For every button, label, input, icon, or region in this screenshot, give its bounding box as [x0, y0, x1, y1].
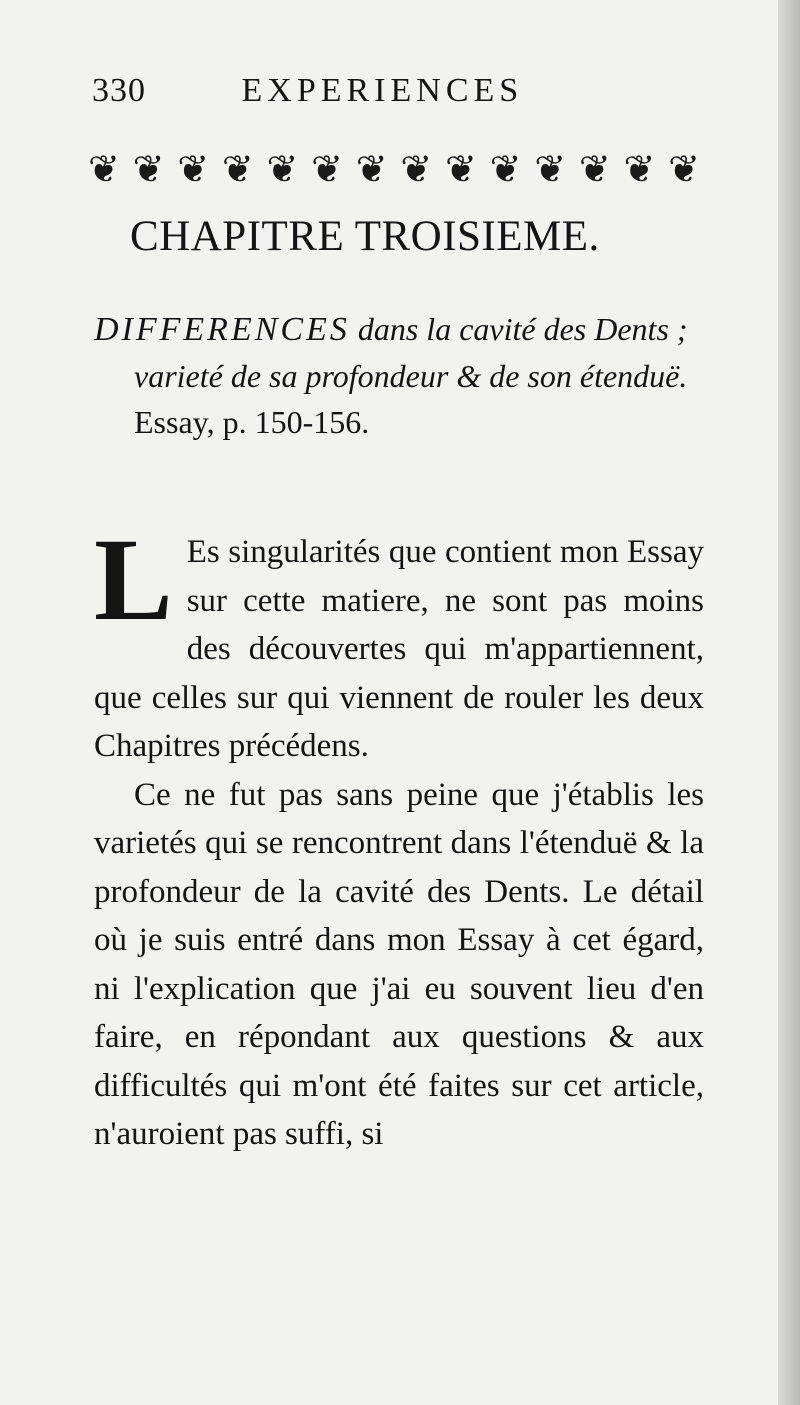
fleuron-icon: ❦: [266, 149, 299, 191]
chapter-title: CHAPITRE TROISIEME.: [130, 213, 600, 260]
fleuron-icon: ❦: [177, 149, 210, 191]
paragraph-2-text: Ce ne fut pas sans peine que j'établis les varietés qui se rencontrent dans l'étenduë & la profondeur de la cavité des Dents. Le détail où je suis entré dans mon Essay à cet égard, ni l'explication que j'ai eu souvent lieu d'en faire, en répondant aux questions & aux difficultés qui m'ont été faites sur cet article, n'auroient pas suffi, si: [94, 776, 704, 1152]
page-header: [92, 72, 612, 110]
paragraph: [94, 771, 704, 1159]
summary-first-word: DIFFERENCES: [94, 311, 350, 348]
fleuron-icon: ❦: [534, 149, 567, 191]
fleuron-icon: ❦: [489, 149, 522, 191]
fleuron-icon: ❦: [578, 149, 611, 191]
page-gutter: [778, 0, 800, 1405]
fleuron-icon: ❦: [355, 149, 388, 191]
page-number: 330: [92, 72, 146, 109]
drop-cap: L: [94, 514, 173, 645]
paragraph-1-text: Es singularités que contient mon Essay sur cette matiere, ne sont pas moins des découvertes qui m'appartiennent, que celles sur qui viennent de rouler les deux Chapitres précédens.: [94, 534, 704, 764]
fleuron-icon: ❦: [88, 149, 120, 191]
decorative-ornament-band: [88, 148, 700, 192]
fleuron-icon: ❦: [221, 149, 254, 191]
body-text: [94, 514, 704, 1159]
running-head: EXPERIENCES: [241, 72, 524, 109]
chapter-summary: [94, 306, 710, 445]
summary-reference: Essay, p. 150-156.: [134, 404, 370, 440]
fleuron-icon: ❦: [668, 149, 700, 191]
paragraph: [94, 514, 704, 771]
fleuron-icon: ❦: [132, 149, 165, 191]
summary-text: dans la cavité des Dents ; varieté de sa profondeur & de son étenduë.: [134, 311, 688, 394]
fleuron-icon: ❦: [623, 149, 656, 191]
fleuron-icon: ❦: [445, 149, 477, 191]
fleuron-icon: ❦: [311, 149, 343, 191]
fleuron-icon: ❦: [400, 149, 433, 191]
